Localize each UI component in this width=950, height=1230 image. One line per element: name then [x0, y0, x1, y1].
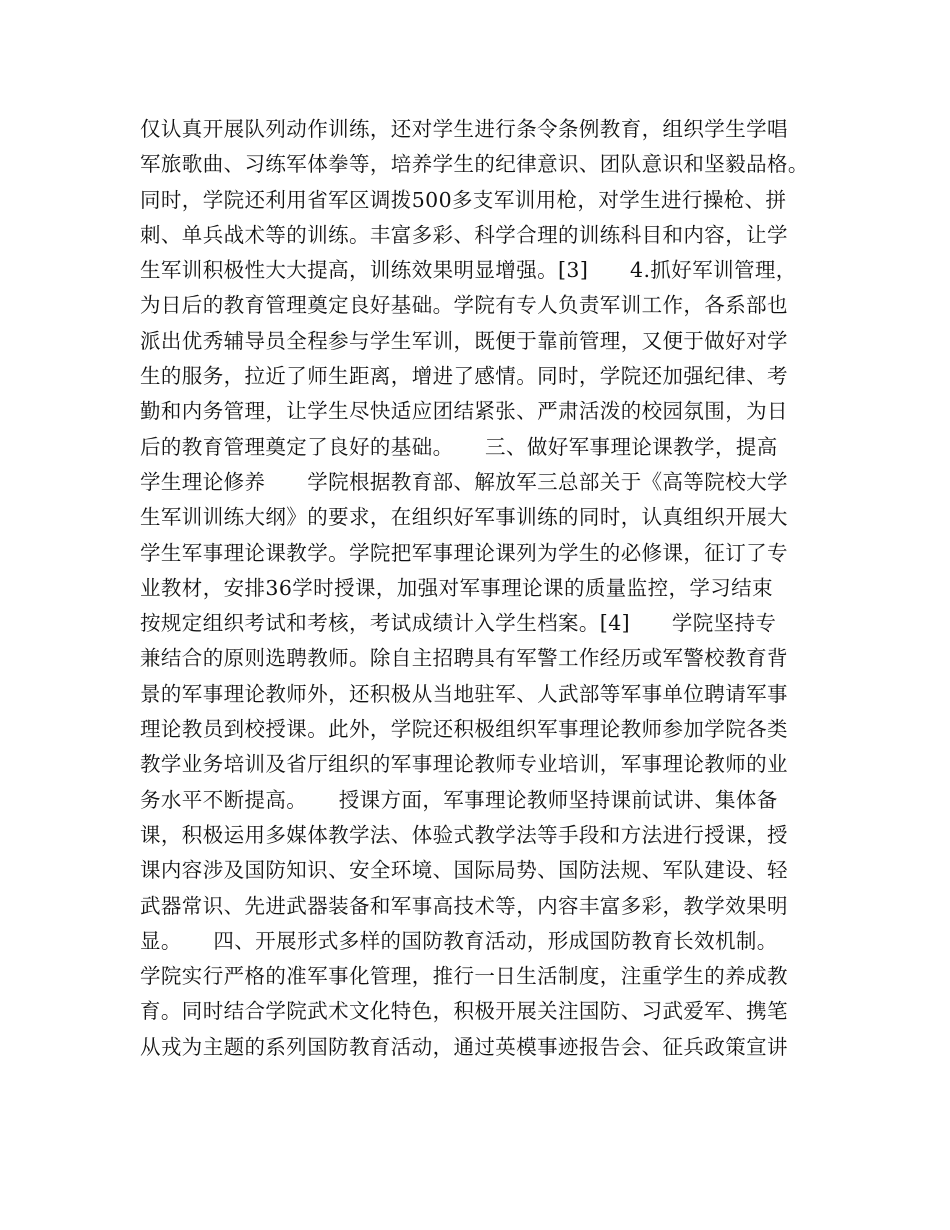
- text-line: 勤和内务管理，让学生尽快适应团结紧张、严肃活泼的校园氛围，为日: [140, 399, 788, 424]
- text-line: 刺、单兵战术等的训练。丰富多彩、科学合理的训练科目和内容，让学: [140, 222, 788, 247]
- text-line: 生军训训练大纲》的要求，在组织好军事训练的同时，认真组织开展大: [140, 505, 788, 530]
- text-line: 军旅歌曲、习练军体拳等，培养学生的纪律意识、团队意识和坚毅品格。: [140, 152, 809, 177]
- text-line: 生军训积极性大大提高，训练效果明显增强。[3] 4.抓好军训管理，: [140, 258, 797, 283]
- text-line: 务水平不断提高。 授课方面，军事理论教师坚持课前试讲、集体备: [140, 787, 778, 812]
- body-text: [140, 112, 830, 1065]
- text-line: 派出优秀辅导员全程参与学生军训，既便于靠前管理，又便于做好对学: [140, 328, 788, 353]
- text-line: 后的教育管理奠定了良好的基础。 三、做好军事理论课教学，提高: [140, 434, 778, 459]
- text-line: 仅认真开展队列动作训练，还对学生进行条令条例教育，组织学生学唱: [140, 117, 788, 141]
- text-line: 学生理论修养 学院根据教育部、解放军三总部关于《高等院校大学: [140, 469, 788, 494]
- text-line: 教学业务培训及省厅组织的军事理论教师专业培训，军事理论教师的业: [140, 752, 788, 777]
- text-line: 同时，学院还利用省军区调拨500多支军训用枪，对学生进行操枪、拼: [140, 187, 787, 212]
- text-line: 育。同时结合学院武术文化特色，积极开展关注国防、习武爱军、携笔: [140, 999, 788, 1024]
- text-line: 生的服务，拉近了师生距离，增进了感情。同时，学院还加强纪律、考: [140, 364, 788, 389]
- text-line: 课，积极运用多媒体教学法、体验式教学法等手段和方法进行授课，授: [140, 822, 788, 847]
- text-line: 兼结合的原则选聘教师。除自主招聘具有军警工作经历或军警校教育背: [140, 646, 788, 671]
- text-line: 景的军事理论教师外，还积极从当地驻军、人武部等军事单位聘请军事: [140, 681, 788, 706]
- text-line: 理论教员到校授课。此外，学院还积极组织军事理论教师参加学院各类: [140, 717, 788, 742]
- text-line: 显。 四、开展形式多样的国防教育活动，形成国防教育长效机制。: [140, 928, 778, 953]
- text-line: 学生军事理论课教学。学院把军事理论课列为学生的必修课，征订了专: [140, 540, 788, 565]
- text-line: 课内容涉及国防知识、安全环境、国际局势、国防法规、军队建设、轻: [140, 858, 788, 883]
- text-line: 学院实行严格的准军事化管理，推行一日生活制度，注重学生的养成教: [140, 964, 788, 989]
- text-line: 从戎为主题的系列国防教育活动，通过英模事迹报告会、征兵政策宣讲: [140, 1034, 788, 1059]
- text-line: 按规定组织考试和考核，考试成绩计入学生档案。[4] 学院坚持专: [140, 611, 777, 636]
- text-line: 武器常识、先进武器装备和军事高技术等，内容丰富多彩，教学效果明: [140, 893, 788, 918]
- text-line: 为日后的教育管理奠定良好基础。学院有专人负责军训工作，各系部也: [140, 293, 788, 318]
- text-line: 业教材，安排36学时授课，加强对军事理论课的质量监控，学习结束: [140, 575, 773, 600]
